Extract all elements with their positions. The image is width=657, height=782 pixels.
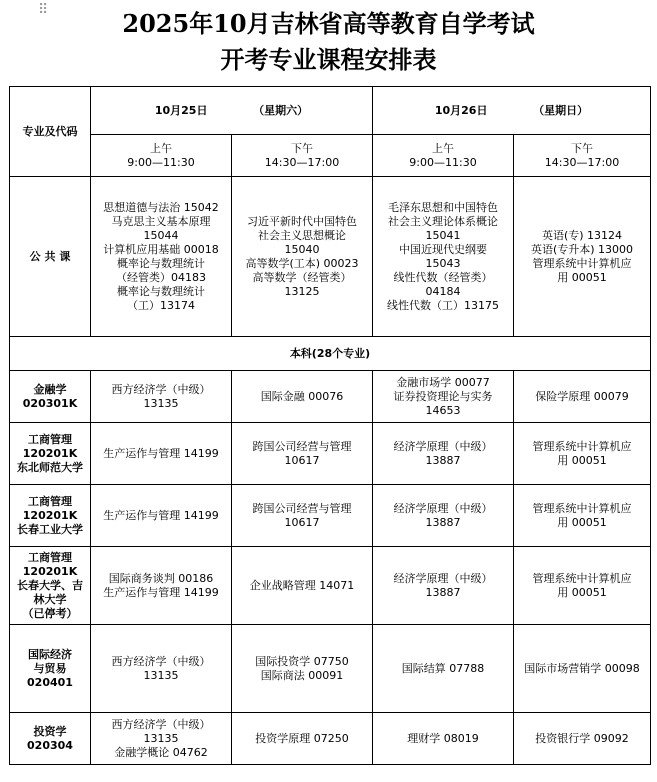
major-name-line: 工商管理	[28, 550, 72, 564]
day2-date: 10月26日	[434, 103, 488, 117]
major-name-cell	[10, 423, 91, 485]
course-line: 国际商务谈判 00186	[108, 571, 214, 585]
session-period: 上午	[432, 141, 454, 155]
major-row	[10, 625, 651, 713]
course-line: 金融市场学 00077	[396, 375, 490, 389]
day2-header	[373, 87, 651, 135]
day1-weekday: （星期六）	[253, 103, 309, 117]
major-name-line: 东北师范大学	[17, 460, 83, 474]
session-period: 下午	[291, 141, 313, 155]
course-cell	[373, 485, 514, 547]
course-cell	[91, 713, 232, 765]
course-cell	[232, 423, 373, 485]
course-line: 国际金融 00076	[260, 389, 344, 403]
course-cell	[514, 625, 651, 713]
page-title: 2025年10月吉林省高等教育自学考试	[122, 9, 535, 38]
course-line: 国际投资学 07750	[255, 654, 349, 668]
course-line: 高等数学(工本) 00023	[245, 256, 359, 270]
major-name-line: 120201K	[22, 564, 78, 578]
day1-header	[91, 87, 373, 135]
course-line: 04184	[425, 284, 461, 298]
public-course-label: 公 共 课	[10, 177, 91, 337]
course-line: 13125	[284, 284, 320, 298]
major-name-line: 长春工业大学	[17, 522, 83, 536]
course-line: 社会主义思想概论	[258, 228, 346, 242]
major-name-cell	[10, 625, 91, 713]
major-name-line: 120201K	[22, 446, 78, 460]
session-period: 下午	[571, 141, 593, 155]
major-name-line: 国际经济	[28, 647, 72, 661]
major-name-line: （已停考）	[22, 606, 78, 620]
course-line: 管理系统中计算机应	[532, 571, 632, 585]
major-row	[10, 423, 651, 485]
course-line: 生产运作与管理 14199	[103, 585, 219, 599]
course-line: 10617	[284, 515, 320, 529]
session-cell	[514, 135, 651, 177]
major-name-line: 投资学	[33, 724, 67, 738]
course-line: 国际结算 07788	[401, 661, 485, 675]
major-name-line: 020401	[27, 675, 73, 689]
course-line: 生产运作与管理 14199	[103, 446, 219, 460]
course-line: 社会主义理论体系概论	[388, 214, 498, 228]
public-course-row	[10, 177, 651, 337]
major-name-line: 120201K	[22, 508, 78, 522]
course-line: 生产运作与管理 14199	[103, 508, 219, 522]
course-line: 管理系统中计算机应	[532, 501, 632, 515]
course-line: 13887	[425, 585, 461, 599]
course-line: 用 00051	[557, 585, 607, 599]
session-row	[10, 135, 651, 177]
course-line: 概率论与数理统计	[117, 284, 205, 298]
course-line: 高等数学（经管类）	[252, 270, 352, 284]
course-cell	[91, 547, 232, 625]
course-line: 企业战略管理 14071	[249, 578, 355, 592]
major-name-cell	[10, 547, 91, 625]
course-line: 毛泽东思想和中国特色	[388, 200, 498, 214]
course-line: 西方经济学（中级）	[111, 654, 211, 668]
header-row	[10, 87, 651, 135]
course-line: 国际市场营销学 00098	[524, 661, 640, 675]
course-cell	[91, 371, 232, 423]
course-line: 15044	[143, 228, 179, 242]
major-row	[10, 371, 651, 423]
course-line: 14653	[425, 403, 461, 417]
course-cell	[232, 547, 373, 625]
course-line: 13887	[425, 515, 461, 529]
major-name-line: 林大学	[33, 592, 67, 606]
course-line: 15043	[425, 256, 461, 270]
major-row	[10, 547, 651, 625]
course-line: 国际商法 00091	[260, 668, 344, 682]
session-cell	[232, 135, 373, 177]
course-line: 英语(专升本) 13000	[530, 242, 634, 256]
session-period: 上午	[150, 141, 172, 155]
major-name-line: 020304	[27, 738, 73, 752]
course-line: 经济学原理（中级）	[393, 571, 493, 585]
course-line: 10617	[284, 453, 320, 467]
course-line: （经管类）04183	[116, 270, 206, 284]
course-cell	[373, 423, 514, 485]
major-name-cell	[10, 485, 91, 547]
major-name-line: 长春大学、吉	[17, 578, 83, 592]
major-name-line: 工商管理	[28, 494, 72, 508]
course-line: 跨国公司经营与管理	[252, 439, 352, 453]
course-cell	[373, 547, 514, 625]
course-cell	[232, 371, 373, 423]
course-cell	[91, 177, 232, 337]
course-line: 经济学原理（中级）	[393, 439, 493, 453]
course-cell	[373, 371, 514, 423]
major-name-cell	[10, 371, 91, 423]
session-time: 14:30—17:00	[544, 155, 620, 169]
major-code-header: 专业及代码	[10, 87, 91, 177]
course-line: 习近平新时代中国特色	[247, 214, 357, 228]
course-cell	[232, 485, 373, 547]
major-name-line: 020301K	[22, 396, 78, 410]
course-line: 线性代数（工）13175	[387, 298, 499, 312]
course-line: 证券投资理论与实务	[393, 389, 493, 403]
course-cell	[373, 177, 514, 337]
course-line: 概率论与数理统计	[117, 256, 205, 270]
course-line: 15041	[425, 228, 461, 242]
course-cell	[514, 177, 651, 337]
course-cell	[91, 485, 232, 547]
course-cell	[232, 625, 373, 713]
course-line: 思想道德与法治 15042	[103, 200, 219, 214]
course-cell	[232, 713, 373, 765]
course-line: 13135	[143, 396, 179, 410]
course-line: 投资学原理 07250	[255, 731, 349, 745]
schedule-table	[9, 86, 651, 765]
course-cell	[373, 713, 514, 765]
major-name-cell	[10, 713, 91, 765]
session-time: 14:30—17:00	[264, 155, 340, 169]
course-line: 跨国公司经营与管理	[252, 501, 352, 515]
course-line: 用 00051	[557, 270, 607, 284]
course-line: 13887	[425, 453, 461, 467]
course-line: 保险学原理 00079	[535, 389, 629, 403]
section-heading: 本科(28个专业)	[10, 337, 651, 371]
course-line: 中国近现代史纲要	[399, 242, 487, 256]
course-cell	[91, 625, 232, 713]
course-line: 西方经济学（中级）	[111, 717, 211, 731]
drag-handle-icon[interactable]: ⠿	[38, 2, 47, 18]
course-line: 经济学原理（中级）	[393, 501, 493, 515]
major-name-line: 与贸易	[33, 661, 67, 675]
session-time: 9:00—11:30	[127, 155, 195, 169]
course-cell	[232, 177, 373, 337]
course-line: 13135	[143, 731, 179, 745]
course-line: 马克思主义基本原理	[111, 214, 211, 228]
session-cell	[373, 135, 514, 177]
course-line: 投资银行学 09092	[535, 731, 629, 745]
course-line: 管理系统中计算机应	[532, 256, 632, 270]
course-line: 线性代数（经管类）	[393, 270, 493, 284]
course-cell	[91, 423, 232, 485]
course-cell	[514, 423, 651, 485]
course-line: 计算机应用基础 00018	[103, 242, 219, 256]
major-name-line: 金融学	[33, 382, 67, 396]
course-line: 西方经济学（中级）	[111, 382, 211, 396]
course-line: 13135	[143, 668, 179, 682]
major-row	[10, 713, 651, 765]
course-cell	[514, 713, 651, 765]
day2-weekday: （星期日）	[533, 103, 589, 117]
course-line: （工）13174	[127, 298, 195, 312]
major-row	[10, 485, 651, 547]
course-line: 用 00051	[557, 515, 607, 529]
session-time: 9:00—11:30	[409, 155, 477, 169]
course-cell	[514, 371, 651, 423]
page-subtitle: 开考专业课程安排表	[220, 45, 437, 74]
section-heading-row	[10, 337, 651, 371]
course-line: 用 00051	[557, 453, 607, 467]
session-cell	[91, 135, 232, 177]
course-line: 理财学 08019	[407, 731, 479, 745]
course-line: 15040	[284, 242, 320, 256]
course-line: 金融学概论 04762	[114, 745, 208, 759]
course-cell	[373, 625, 514, 713]
course-line: 英语(专) 13124	[541, 228, 623, 242]
major-name-line: 工商管理	[28, 432, 72, 446]
course-cell	[514, 547, 651, 625]
day1-date: 10月25日	[154, 103, 208, 117]
course-line: 管理系统中计算机应	[532, 439, 632, 453]
course-cell	[514, 485, 651, 547]
